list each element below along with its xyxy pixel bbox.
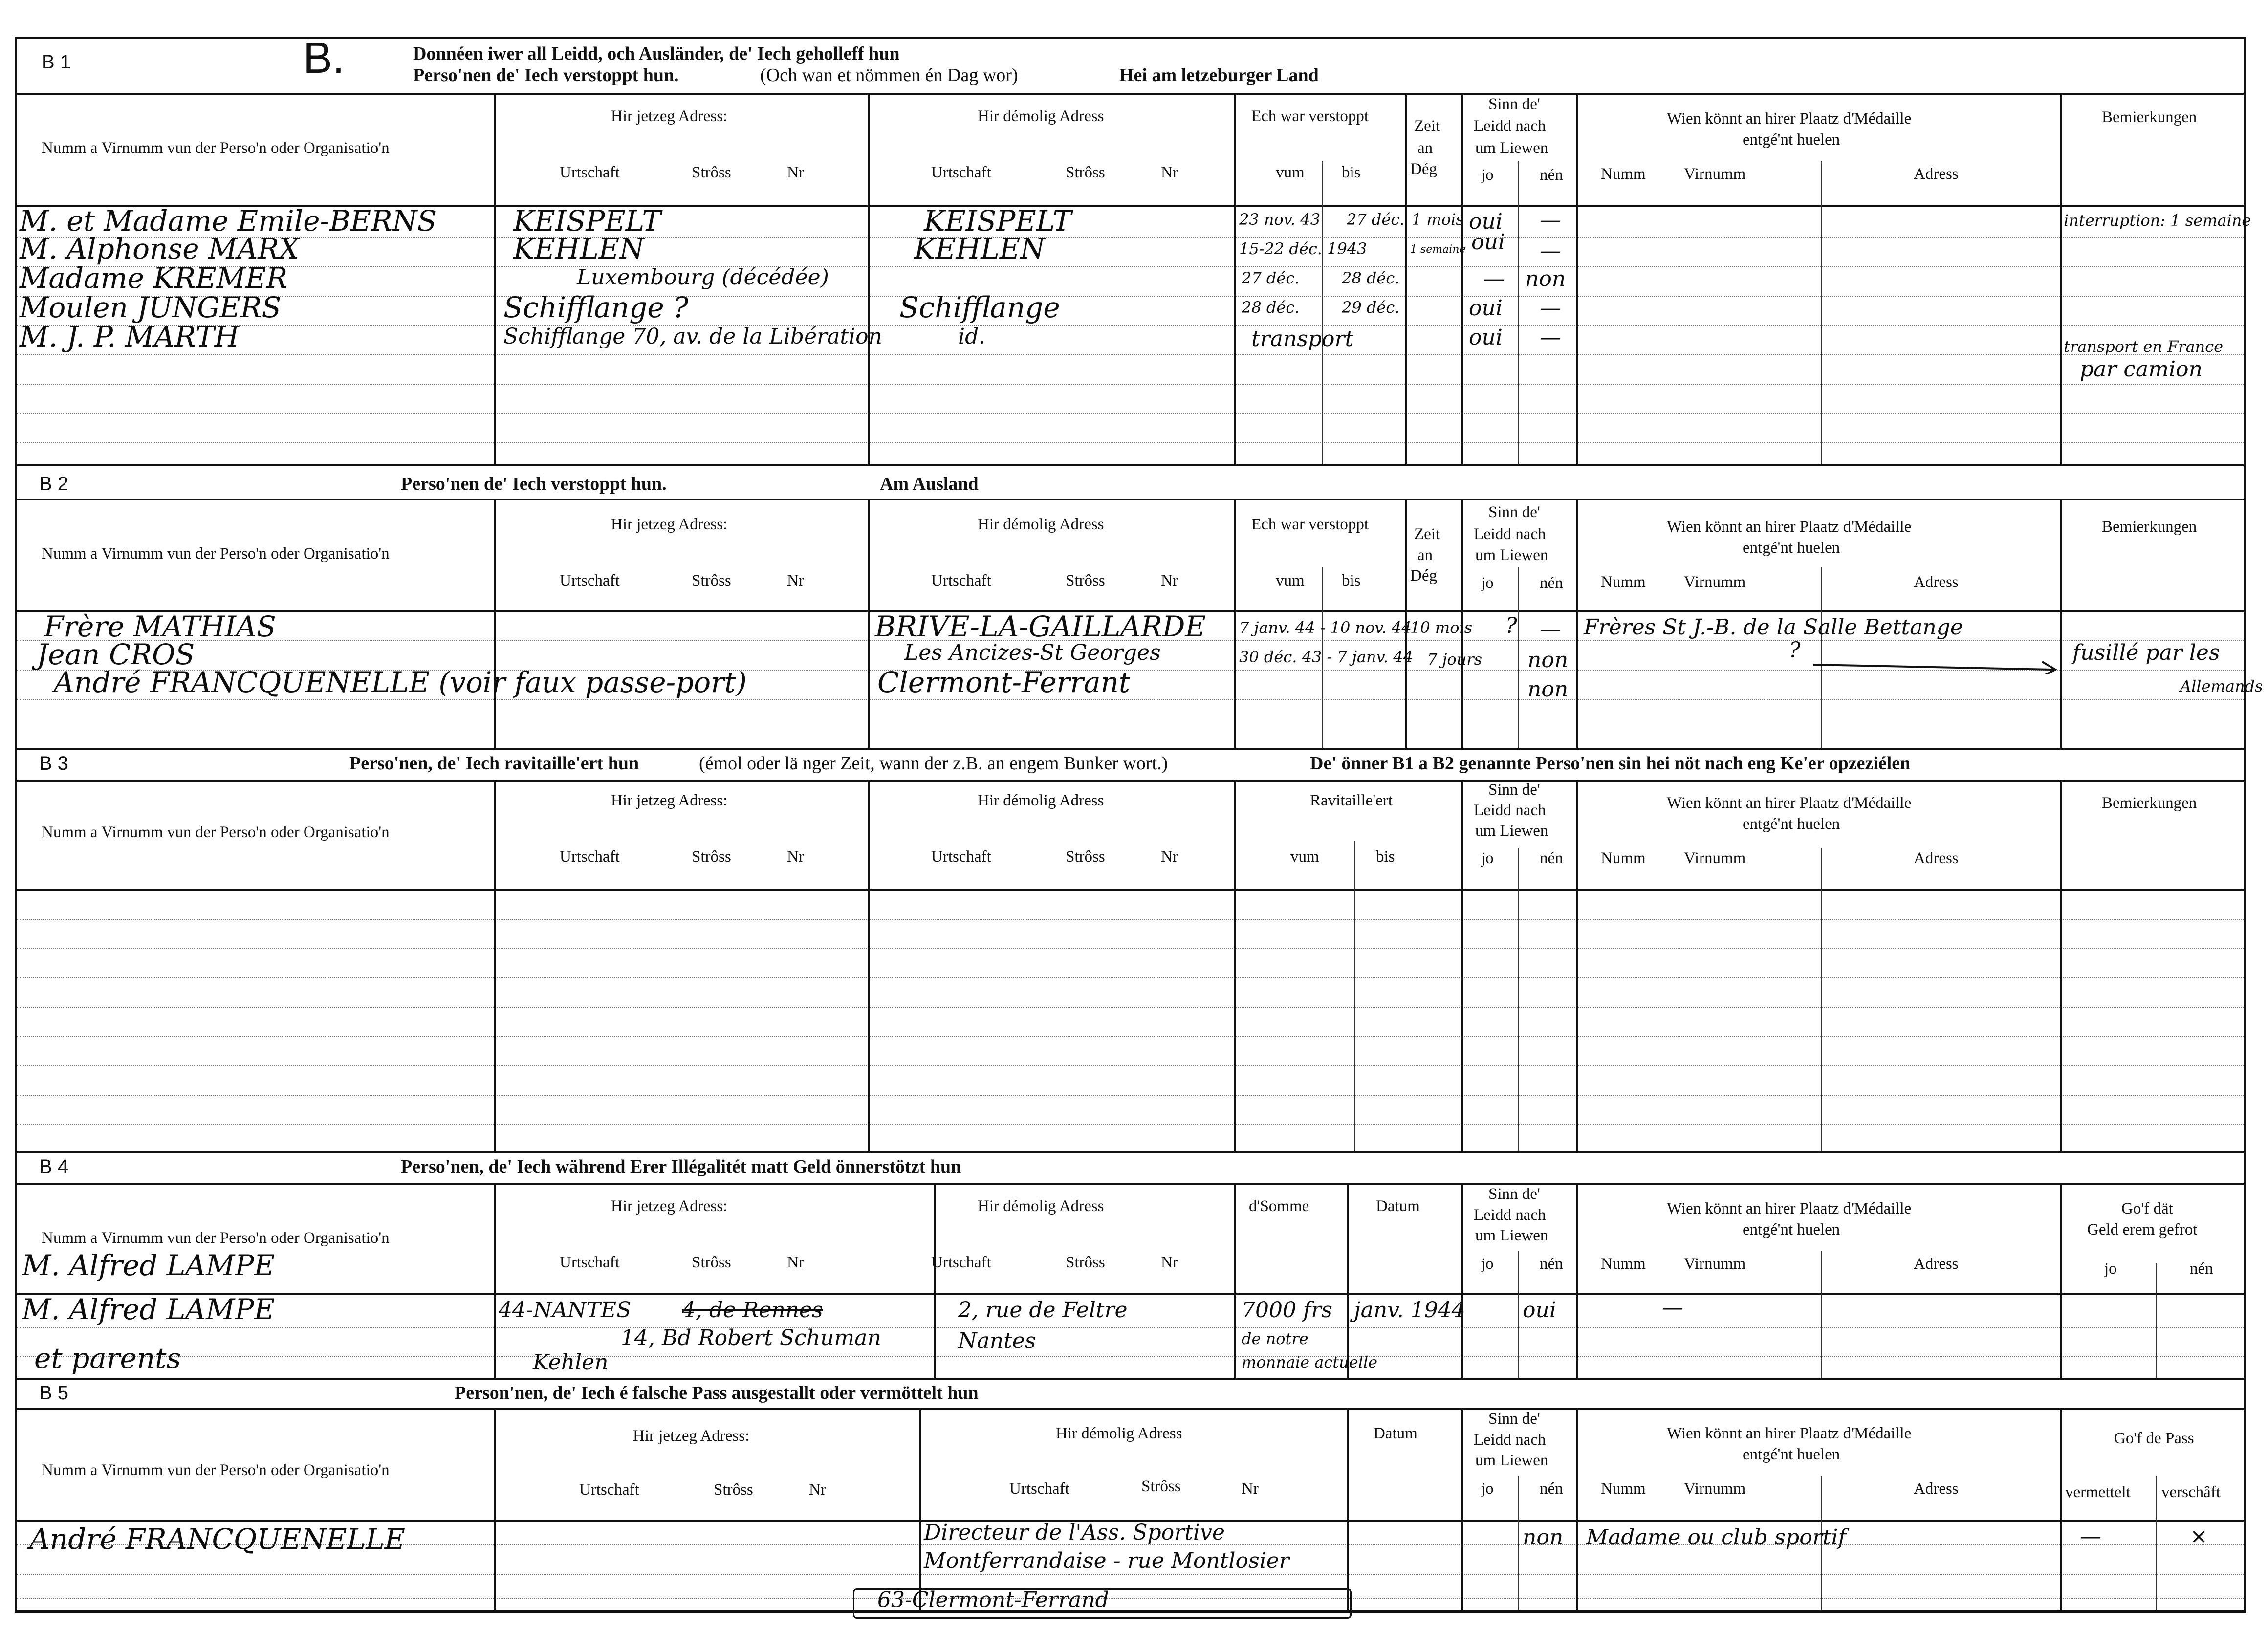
col-line: [1518, 161, 1519, 464]
header-pass: Go'f de Pass: [2114, 1430, 2194, 1447]
header-virnumm: Virnumm: [1684, 1255, 1746, 1273]
header-urtschaft: Urtschaft: [931, 848, 991, 866]
header-stross: Strôss: [692, 572, 731, 589]
b5-vermettelt: —: [2080, 1524, 2101, 1549]
header-urtschaft: Urtschaft: [560, 1254, 620, 1271]
header-medal2: entgé'nt huelen: [1743, 131, 1840, 149]
b5-nen: non: [1523, 1525, 1564, 1550]
header-current-address: Hir jetzeg Adress:: [611, 1197, 728, 1215]
dotted-line: [17, 325, 2244, 326]
col-line: [1576, 1183, 1578, 1378]
b2-zeit-2: 7 jours: [1427, 650, 1483, 669]
dotted-line: [17, 699, 2244, 700]
b1-nen-4: —: [1540, 296, 1561, 321]
b1-jo-2: oui: [1471, 230, 1505, 255]
col-line: [1821, 1251, 1822, 1378]
dotted-line: [17, 1327, 2244, 1328]
b2-medal-2: ?: [1789, 638, 1801, 663]
header-sinn3: um Liewen: [1475, 1452, 1548, 1469]
header-stross: Strôss: [692, 848, 731, 866]
col-line: [1576, 93, 1578, 464]
section-label-b5: B 5: [39, 1382, 69, 1404]
dotted-line: [17, 948, 2244, 949]
col-line: [494, 1408, 496, 1610]
header-bemierkungen: Bemierkungen: [2102, 794, 2197, 812]
header-verschaft: verschâft: [2161, 1483, 2221, 1501]
header-jo: jo: [1481, 1480, 1494, 1498]
header-hidden: Ech war verstoppt: [1251, 516, 1369, 533]
b4-sum-1: 7000 frs: [1242, 1298, 1332, 1323]
b1-former-2: KEHLEN: [914, 232, 1045, 265]
header-medal1: Wien könnt an hirer Plaatz d'Médaille: [1667, 1425, 1912, 1442]
header-nr: Nr: [1161, 572, 1178, 589]
col-line: [2156, 1476, 2157, 1610]
header-nr: Nr: [1242, 1480, 1259, 1498]
header-sinn3: um Liewen: [1475, 546, 1548, 564]
header-nr: Nr: [1161, 164, 1178, 181]
b5-former-2: Montferrandaise - rue Montlosier: [924, 1548, 1289, 1573]
dotted-line: [17, 1356, 2244, 1357]
header-virnumm: Virnumm: [1684, 849, 1746, 867]
b1-title-line1: Donnéen iwer all Leidd, och Ausländer, de' Iech geholleff hun: [413, 43, 900, 64]
col-line: [1518, 567, 1519, 748]
b2-former-2: Les Ancizes-St Georges: [904, 640, 1161, 665]
b4-sum-2: de notre: [1242, 1329, 1308, 1348]
header-datum: Datum: [1374, 1425, 1418, 1442]
dotted-line: [17, 977, 2244, 978]
b2-dates-1: 7 janv. 44 - 10 nov. 44: [1239, 618, 1412, 637]
rule: [15, 464, 2246, 466]
header-nr: Nr: [787, 1254, 804, 1271]
header-medal2: entgé'nt huelen: [1743, 539, 1840, 557]
b1-jo-1: oui: [1469, 209, 1503, 234]
b1-vum-3: 27 déc.: [1242, 269, 1300, 287]
header-urtschaft: Urtschaft: [931, 1254, 991, 1271]
section-label-b1: B 1: [42, 51, 71, 73]
b1-current-4: Schifflange ?: [503, 291, 689, 324]
dotted-line: [17, 1124, 2244, 1125]
header-zeit-an: an: [1418, 139, 1433, 157]
rule: [15, 1408, 2246, 1410]
header-current-address: Hir jetzeg Adress:: [611, 516, 728, 533]
b2-dates-2: 30 déc. 43 - 7 janv. 44: [1239, 648, 1413, 666]
b1-jo-4: oui: [1469, 296, 1503, 321]
header-nen: nén: [1540, 166, 1563, 184]
col-line: [1576, 780, 1578, 1151]
b4-name-c: et parents: [34, 1342, 181, 1375]
col-line: [1461, 1408, 1463, 1610]
form-letter: B.: [303, 34, 345, 83]
header-nr: Nr: [1161, 848, 1178, 866]
b2-q-1: ?: [1505, 613, 1517, 638]
footer-note: 63-Clermont-Ferrand: [877, 1587, 1109, 1612]
header-former-address: Hir démolig Adress: [978, 516, 1104, 533]
col-line: [1821, 848, 1822, 1151]
b5-name: André FRANCQUENELLE: [29, 1522, 406, 1556]
rule: [15, 1183, 2246, 1185]
b2-name-2: Jean CROS: [37, 638, 195, 671]
b5-verschaft: ×: [2190, 1524, 2208, 1549]
section-label-b4: B 4: [39, 1156, 69, 1177]
header-virnumm: Virnumm: [1684, 165, 1746, 183]
dotted-line: [17, 384, 2244, 385]
dotted-line: [17, 296, 2244, 297]
col-line: [1821, 161, 1822, 464]
col-line: [1461, 1183, 1463, 1378]
col-line: [1461, 93, 1463, 464]
header-zeit-deg: Dég: [1410, 567, 1437, 585]
dotted-line: [17, 919, 2244, 920]
header-sinn3: um Liewen: [1475, 139, 1548, 157]
header-sinn: Sinn de': [1488, 1410, 1540, 1428]
dotted-line: [17, 1095, 2244, 1096]
col-line: [2060, 1408, 2062, 1610]
b2-nen-1: —: [1540, 617, 1561, 642]
col-line: [1322, 161, 1323, 464]
b2-zeit-1: 10 mois: [1410, 618, 1473, 637]
b1-bis-4: 29 déc.: [1342, 298, 1400, 317]
header-stross: Strôss: [1141, 1477, 1181, 1495]
b4-name-a: M. Alfred LAMPE: [22, 1249, 275, 1282]
col-line: [1518, 1251, 1519, 1378]
header-former-address: Hir démolig Adress: [1056, 1425, 1182, 1442]
header-former-address: Hir démolig Adress: [978, 792, 1104, 809]
col-line: [868, 93, 870, 464]
col-line: [494, 780, 496, 1151]
header-stross: Strôss: [714, 1481, 753, 1499]
col-line: [494, 499, 496, 748]
header-hidden: Ech war verstoppt: [1251, 108, 1369, 125]
b2-name-3: André FRANCQUENELLE (voir faux passe-port): [54, 666, 747, 699]
header-medal1: Wien könnt an hirer Plaatz d'Médaille: [1667, 1200, 1912, 1217]
section-label-b2: B 2: [39, 473, 69, 495]
b1-title-line2a: Perso'nen de' Iech verstoppt hun.: [413, 65, 679, 86]
b4-current-3: Kehlen: [533, 1350, 609, 1375]
col-line: [1405, 93, 1407, 464]
b2-medal-1: Frères St J.-B. de la Salle Bettange: [1584, 615, 1963, 640]
b1-bis-3: 28 déc.: [1342, 269, 1400, 287]
header-adress: Adress: [1914, 573, 1959, 591]
header-nr: Nr: [787, 848, 804, 866]
header-stross: Strôss: [1066, 848, 1105, 866]
col-line: [1518, 848, 1519, 1151]
header-medal1: Wien könnt an hirer Plaatz d'Médaille: [1667, 518, 1912, 536]
b5-medal: Madame ou club sportif: [1586, 1525, 1846, 1550]
col-line: [1347, 1408, 1349, 1610]
header-urtschaft: Urtschaft: [560, 572, 620, 589]
header-medal2: entgé'nt huelen: [1743, 815, 1840, 833]
b1-title-line2b: (Och wan et nömmen én Dag wor): [760, 65, 1018, 86]
header-nen: nén: [1540, 1255, 1563, 1273]
b4-former-2: Nantes: [958, 1328, 1036, 1353]
b1-jo-3: —: [1483, 266, 1505, 291]
col-line: [1518, 1476, 1519, 1610]
b4-former-1: 2, rue de Feltre: [958, 1298, 1128, 1323]
header-urtschaft: Urtschaft: [1009, 1480, 1069, 1498]
b1-remark-5a: transport en France: [2064, 337, 2224, 356]
header-urtschaft: Urtschaft: [931, 164, 991, 181]
dotted-line: [17, 1007, 2244, 1008]
header-nen: nén: [1540, 574, 1563, 592]
dotted-line: [17, 1036, 2244, 1037]
header-vum: vum: [1276, 572, 1305, 589]
header-sinn2: Leidd nach: [1474, 1206, 1546, 1224]
col-line: [934, 1183, 936, 1378]
header-sinn2: Leidd nach: [1474, 802, 1546, 819]
header-virnumm: Virnumm: [1684, 573, 1746, 591]
col-line: [868, 780, 870, 1151]
header-adress: Adress: [1914, 1480, 1959, 1498]
b3-title-a: Perso'nen, de' Iech ravitaille'ert hun: [349, 753, 639, 774]
header-ravitailleert: Ravitaille'ert: [1310, 792, 1393, 809]
col-line: [2060, 1183, 2062, 1378]
header-stross: Strôss: [1066, 1254, 1105, 1271]
b1-current-1: KEISPELT: [513, 204, 661, 238]
b1-current-5: Schifflange 70, av. de la Libération: [503, 324, 882, 349]
b1-vum-5: transport: [1251, 326, 1354, 351]
header-name: Numm a Virnumm vun der Perso'n oder Organisatio'n: [42, 1461, 390, 1479]
b1-former-5: id.: [958, 324, 986, 349]
header-former-address: Hir démolig Adress: [978, 1197, 1104, 1215]
col-line: [1234, 1183, 1236, 1378]
b4-current-1-struck: 4, de Rennes: [682, 1298, 823, 1323]
header-name: Numm a Virnumm vun der Perso'n oder Organisatio'n: [42, 824, 390, 841]
col-line: [2156, 1263, 2157, 1378]
header-stross: Strôss: [692, 1254, 731, 1271]
col-line: [2060, 499, 2062, 748]
b1-former-1: KEISPELT: [924, 204, 1072, 238]
b3-title-b: (émol oder lä nger Zeit, wann der z.B. an engem Bunker wort.): [699, 753, 1168, 774]
rule: [15, 499, 2246, 500]
header-sinn: Sinn de': [1488, 503, 1540, 521]
col-line: [1576, 1408, 1578, 1610]
b1-name-5: M. J. P. MARTH: [20, 320, 240, 353]
header-current-address: Hir jetzeg Adress:: [611, 108, 728, 125]
dotted-line: [17, 413, 2244, 414]
col-line: [2060, 780, 2062, 1151]
b1-nen-5: —: [1540, 325, 1561, 350]
header-stross: Strôss: [1066, 164, 1105, 181]
header-bemierkungen: Bemierkungen: [2102, 109, 2197, 126]
header-numm: Numm: [1601, 849, 1646, 867]
header-bemierkungen: Bemierkungen: [2102, 518, 2197, 536]
header-sinn3: um Liewen: [1475, 822, 1548, 840]
b2-title: Perso'nen de' Iech verstoppt hun.: [401, 474, 667, 494]
b1-zeit-2: 1 semaine: [1410, 243, 1466, 256]
b4-name-b: M. Alfred LAMPE: [22, 1293, 275, 1326]
header-former-address: Hir démolig Adress: [978, 108, 1104, 125]
dotted-line: [17, 1574, 2244, 1575]
header-adress: Adress: [1914, 1255, 1959, 1273]
header-geld2: Geld erem gefrot: [2087, 1221, 2198, 1238]
b1-remark-5b: par camion: [2080, 357, 2203, 382]
header-jo: jo: [1481, 166, 1494, 184]
header-bis: bis: [1342, 572, 1361, 589]
b4-date: janv. 1944: [1354, 1298, 1465, 1323]
header-name: Numm a Virnumm vun der Perso'n oder Organisatio'n: [42, 139, 390, 157]
header-urtschaft: Urtschaft: [560, 848, 620, 866]
b1-vum-4: 28 déc.: [1242, 298, 1300, 317]
header-nr: Nr: [1161, 1254, 1178, 1271]
b1-current-3: Luxembourg (décédée): [577, 265, 829, 290]
header-zeit: Zeit: [1414, 525, 1440, 543]
b1-name-4: Moulen JUNGERS: [20, 291, 282, 324]
col-line: [1461, 780, 1463, 1151]
header-virnumm: Virnumm: [1684, 1480, 1746, 1498]
header-zeit: Zeit: [1414, 117, 1440, 135]
col-line: [1234, 499, 1236, 748]
header-jo: jo: [1481, 849, 1494, 867]
header-jo: jo: [1481, 1255, 1494, 1273]
header-numm: Numm: [1601, 1480, 1646, 1498]
rule: [15, 748, 2246, 750]
b1-name-3: Madame KREMER: [20, 261, 288, 295]
b1-title-line2c: Hei am letzeburger Land: [1119, 65, 1319, 86]
header-bis: bis: [1376, 848, 1395, 866]
b5-title: Person'nen, de' Iech é falsche Pass ausgestallt oder vermöttelt hun: [455, 1383, 979, 1403]
header-current-address: Hir jetzeg Adress:: [633, 1427, 750, 1445]
b1-nen-1: —: [1540, 208, 1561, 233]
header-somme: d'Somme: [1249, 1197, 1309, 1215]
rule: [15, 780, 2246, 782]
header-jo: jo: [1481, 574, 1494, 592]
rule: [15, 1151, 2246, 1153]
dotted-line: [17, 442, 2244, 443]
header-numm: Numm: [1601, 573, 1646, 591]
b4-current-1: 44-NANTES: [499, 1298, 632, 1323]
col-line: [919, 1408, 921, 1610]
dotted-line: [17, 354, 2244, 355]
b2-nen-2: non: [1527, 648, 1569, 673]
b2-remark-1: fusillé par les: [2072, 640, 2220, 665]
header-zeit-an: an: [1418, 546, 1433, 564]
header-vum: vum: [1290, 848, 1319, 866]
b1-name-2: M. Alphonse MARX: [20, 232, 300, 265]
b2-former-1: BRIVE-LA-GAILLARDE: [875, 610, 1206, 643]
rule: [15, 1378, 2246, 1380]
b2-name-1: Frère MATHIAS: [44, 610, 276, 643]
dotted-line: [17, 266, 2244, 267]
header-urtschaft: Urtschaft: [560, 164, 620, 181]
header-nen: nén: [2190, 1260, 2213, 1278]
header-medal2: entgé'nt huelen: [1743, 1446, 1840, 1463]
header-urtschaft: Urtschaft: [931, 572, 991, 589]
header-nr: Nr: [787, 572, 804, 589]
col-line: [868, 499, 870, 748]
header-name: Numm a Virnumm vun der Perso'n oder Organisatio'n: [42, 545, 390, 563]
b2-former-3: Clermont-Ferrant: [877, 666, 1131, 699]
col-line: [1234, 93, 1236, 464]
header-datum: Datum: [1376, 1197, 1420, 1215]
header-name: Numm a Virnumm vun der Perso'n oder Organisatio'n: [42, 1229, 390, 1247]
col-line: [1347, 1183, 1349, 1378]
b3-title-c: De' önner B1 a B2 genannte Perso'nen sin hei nöt nach eng Ke'er opzeziélen: [1310, 753, 1911, 774]
header-current-address: Hir jetzeg Adress:: [611, 792, 728, 809]
header-sinn2: Leidd nach: [1474, 1431, 1546, 1449]
b4-jo: oui: [1523, 1298, 1556, 1323]
header-jo: jo: [2104, 1260, 2117, 1278]
col-line: [1354, 841, 1355, 1151]
header-nen: nén: [1540, 1480, 1563, 1498]
header-medal1: Wien könnt an hirer Plaatz d'Médaille: [1667, 794, 1912, 812]
header-sinn: Sinn de': [1488, 1185, 1540, 1203]
header-zeit-deg: Dég: [1410, 160, 1437, 178]
header-medal1: Wien könnt an hirer Plaatz d'Médaille: [1667, 110, 1912, 128]
b1-vum-1: 23 nov. 43: [1239, 210, 1321, 229]
header-sinn: Sinn de': [1488, 781, 1540, 799]
b1-nen-2: —: [1540, 239, 1561, 263]
header-numm: Numm: [1601, 1255, 1646, 1273]
b4-current-2: 14, Bd Robert Schuman: [621, 1325, 881, 1350]
header-nr: Nr: [809, 1481, 826, 1499]
b1-name-1: M. et Madame Emile-BERNS: [20, 204, 437, 238]
b5-former-1: Directeur de l'Ass. Sportive: [924, 1520, 1225, 1545]
section-label-b3: B 3: [39, 753, 69, 774]
header-adress: Adress: [1914, 849, 1959, 867]
header-stross: Strôss: [1066, 572, 1105, 589]
header-vum: vum: [1276, 164, 1305, 181]
col-line: [494, 1183, 496, 1378]
col-line: [1576, 499, 1578, 748]
b4-sum-3: monnaie actuelle: [1242, 1353, 1378, 1371]
b1-former-4: Schifflange: [899, 291, 1060, 324]
b1-remark-1: interruption: 1 semaine: [2064, 211, 2251, 230]
header-sinn2: Leidd nach: [1474, 525, 1546, 543]
col-line: [2060, 93, 2062, 464]
arrow-icon: [1809, 655, 2063, 674]
b1-bis-1: 27 déc.: [1347, 210, 1405, 229]
header-medal2: entgé'nt huelen: [1743, 1221, 1840, 1238]
header-adress: Adress: [1914, 165, 1959, 183]
rule: [15, 1293, 2246, 1295]
b1-current-2: KEHLEN: [513, 232, 644, 265]
header-nr: Nr: [787, 164, 804, 181]
header-urtschaft: Urtschaft: [579, 1481, 639, 1499]
b4-title: Perso'nen, de' Iech während Erer Illégalitét matt Geld önnerstötzt hun: [401, 1156, 961, 1177]
header-stross: Strôss: [692, 164, 731, 181]
header-geld1: Go'f dät: [2121, 1200, 2173, 1217]
header-bis: bis: [1342, 164, 1361, 181]
b2-nen-3: non: [1527, 677, 1569, 702]
b1-vum-2: 15-22 déc. 1943: [1239, 239, 1367, 258]
b1-zeit-1: 1 mois: [1412, 210, 1464, 229]
header-sinn3: um Liewen: [1475, 1227, 1548, 1244]
header-sinn2: Leidd nach: [1474, 117, 1546, 135]
rule: [15, 93, 2246, 95]
rule: [15, 889, 2246, 891]
b2-remark-2: Allemands: [2180, 677, 2263, 695]
header-numm: Numm: [1601, 165, 1646, 183]
header-vermettelt: vermettelt: [2065, 1483, 2131, 1501]
dotted-line: [17, 1065, 2244, 1066]
b2-title2: Am Ausland: [880, 474, 979, 494]
header-sinn: Sinn de': [1488, 95, 1540, 113]
header-nen: nén: [1540, 849, 1563, 867]
col-line: [494, 93, 496, 464]
b1-nen-3: non: [1525, 266, 1566, 291]
b1-jo-5: oui: [1469, 325, 1503, 350]
col-line: [1234, 780, 1236, 1151]
b4-numm: —: [1662, 1295, 1683, 1320]
